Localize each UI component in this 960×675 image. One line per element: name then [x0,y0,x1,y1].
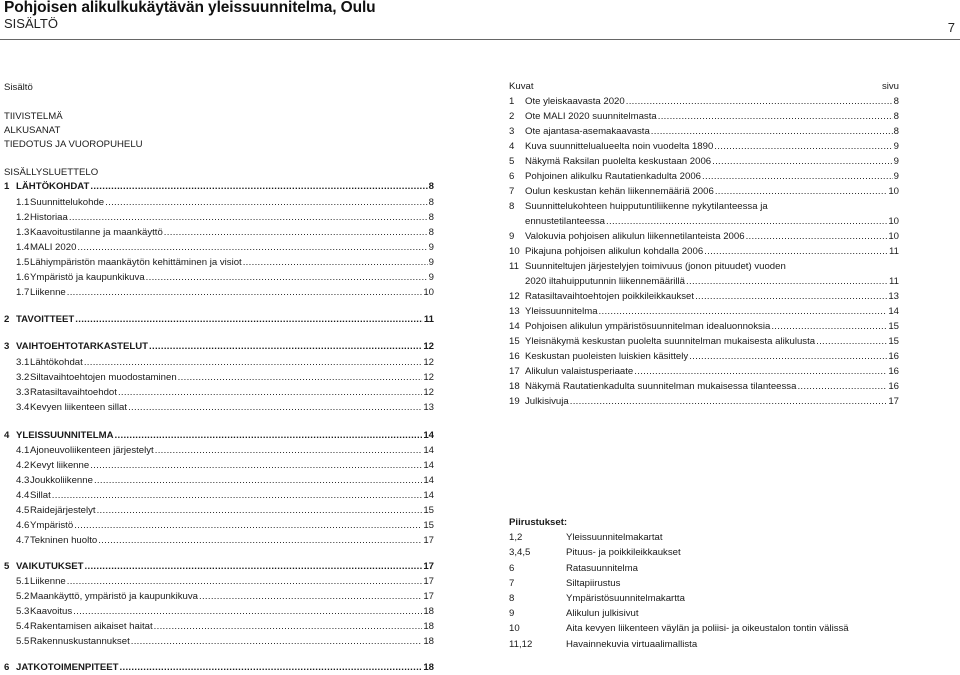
toc-subsection: 1.4MALI 2020 ..... 9 [4,240,434,255]
toc-title: Sisältö [4,82,33,93]
page-header [0,0,960,40]
front-matter-item: TIIVISTELMÄ [4,111,63,122]
toc-subsection: 5.3Kaavoitus ..... 18 [4,604,434,619]
drawing-item: 10 Aita kevyen liikenteen väylän ja poliisi- ja oikeustalon tontin välissä [509,623,849,635]
figure-item: 3 Ote ajantasa-asemakaavasta ..... 8 [509,124,899,139]
toc-subsection: 4.5Raidejärjestelyt ..... 15 [4,503,434,518]
figure-item: 19 Julkisivuja ..... 17 [509,394,899,409]
toc-subsection: 3.3Ratasiltavaihtoehdot ..... 12 [4,385,434,400]
drawing-item: 11,12 Havainnekuvia virtuaalimallista [509,638,698,650]
figure-item: 2 Ote MALI 2020 suunnitelmasta ..... 8 [509,109,899,124]
toc-subsection: 5.4Rakentamisen aikaiset haitat ..... 18 [4,619,434,634]
toc-subsection: 5.5Rakennuskustannukset ..... 18 [4,634,434,649]
drawing-item: 3,4,5 Pituus- ja poikkileikkaukset [509,547,681,559]
figure-item: 18 Näkymä Rautatienkadulta suunnitelman mukaisessa tilanteessa ..... 16 [509,379,899,394]
figure-item: 15 Yleisnäkymä keskustan puolelta suunnitelman mukaisesta alikulusta ..... 15 [509,334,899,349]
figure-item: 13 Yleissuunnitelma ..... 14 [509,304,899,319]
toc-subsection: 1.2Historiaa ..... 8 [4,210,434,225]
figure-item: 1 Ote yleiskaavasta 2020 ..... 8 [509,94,899,109]
document-title: Pohjoisen alikulkukäytävän yleissuunnitelma, Oulu [4,0,376,16]
figure-item: 5 Näkymä Raksilan puolelta keskustaan 2006 ..... 9 [509,154,899,169]
toc-subsection: 4.2Kevyt liikenne ..... 14 [4,458,434,473]
figures-page-column-label: sivu [881,81,899,92]
drawing-item: 1,2 Yleissuunnitelmakartat [509,532,663,544]
drawings-list [509,515,949,652]
figure-item: 12 Ratasiltavaihtoehtojen poikkileikkaukset ..... 13 [509,289,899,304]
toc-subsection: 4.6Ympäristö ..... 15 [4,518,434,533]
figure-item: 16 Keskustan puoleisten luiskien käsittely ..... 16 [509,349,899,364]
drawings-title: Piirustukset: [509,517,568,528]
toc-subsection: 1.6Ympäristö ja kaupunkikuva ..... 9 [4,270,434,285]
toc-section: 4 YLEISSUUNNITELMA ..... 14 [4,428,434,443]
drawing-item: 6 Ratasuunnitelma [509,562,638,574]
figure-item: 17 Alikulun valaistusperiaate ..... 16 [509,364,899,379]
figure-item-continuation: 2020 iltahuipputunnin liikennemäärillä ..... 11 [509,274,899,289]
toc-section: 5 VAIKUTUKSET ..... 17 [4,559,434,574]
section-label: SISÄLTÖ [4,16,58,31]
drawing-item: 9 Alikulun julkisivut [509,608,639,620]
figure-item: 9 Valokuvia pohjoisen alikulun liikennetilanteista 2006 ..... 10 [509,229,899,244]
figure-item: 10 Pikajuna pohjoisen alikulun kohdalla 2006 ..... 11 [509,244,899,259]
toc-subsection: 4.1Ajoneuvoliikenteen järjestelyt ..... 14 [4,443,434,458]
page-number: 7 [947,20,955,35]
toc-subsection: 5.1Liikenne ..... 17 [4,574,434,589]
figures-title: Kuvat [509,81,534,92]
toc-subsection: 3.2Siltavaihtoehtojen muodostaminen ..... 12 [4,370,434,385]
front-matter-item: ALKUSANAT [4,125,61,136]
figures-header [509,79,899,94]
toc-section: 6 JATKOTOIMENPITEET ..... 18 [4,660,434,675]
figure-item: 14 Pohjoisen alikulun ympäristösuunnitelman idealuonnoksia ..... 15 [509,319,899,334]
toc-subsection: 4.4Sillat ..... 14 [4,488,434,503]
figure-item: 4 Kuva suunnittelualueelta noin vuodelta 1890 ..... 9 [509,139,899,154]
toc-section: 2 TAVOITTEET ..... 11 [4,312,434,327]
toc-subsection: 4.7Tekninen huolto ..... 17 [4,533,434,548]
drawing-item: 8 Ympäristösuunnitelmakartta [509,593,685,605]
toc-subsection: 3.4Kevyen liikenteen sillat ..... 13 [4,400,434,415]
toc-subsection: 1.1Suunnittelukohde ..... 8 [4,195,434,210]
figure-item: 11 Suunniteltujen järjestelyjen toimivuus (jonon pituudet) vuoden [509,261,786,272]
toc-subsection: 1.5Lähiympäristön maankäytön kehittäminen ja visiot ..... 9 [4,255,434,270]
toc-section: 3 VAIHTOEHTOTARKASTELUT ..... 12 [4,339,434,354]
figure-item: 6 Pohjoinen alikulku Rautatienkadulta 2006 ..... 9 [509,169,899,184]
toc-subsection: 4.3Joukkoliikenne ..... 14 [4,473,434,488]
toc-subsection: 5.2Maankäyttö, ympäristö ja kaupunkikuva ..... 17 [4,589,434,604]
toc-subsection: 3.1Lähtökohdat ..... 12 [4,355,434,370]
toc-heading: SISÄLLYSLUETTELO [4,167,99,178]
figure-item-continuation: ennustetilanteessa ..... 10 [509,214,899,229]
figure-item: 8 Suunnittelukohteen huipputuntiliikenne nykytilanteessa ja [509,201,768,212]
toc-subsection: 1.7Liikenne ..... 10 [4,285,434,300]
front-matter-item: TIEDOTUS JA VUOROPUHELU [4,139,143,150]
header-divider [0,39,960,40]
figure-item: 7 Oulun keskustan kehän liikennemääriä 2006 ..... 10 [509,184,899,199]
toc-section: 1 LÄHTÖKOHDAT ..... 8 [4,179,434,194]
toc-subsection: 1.3Kaavoitustilanne ja maankäyttö ..... 8 [4,225,434,240]
drawing-item: 7 Siltapiirustus [509,577,621,589]
